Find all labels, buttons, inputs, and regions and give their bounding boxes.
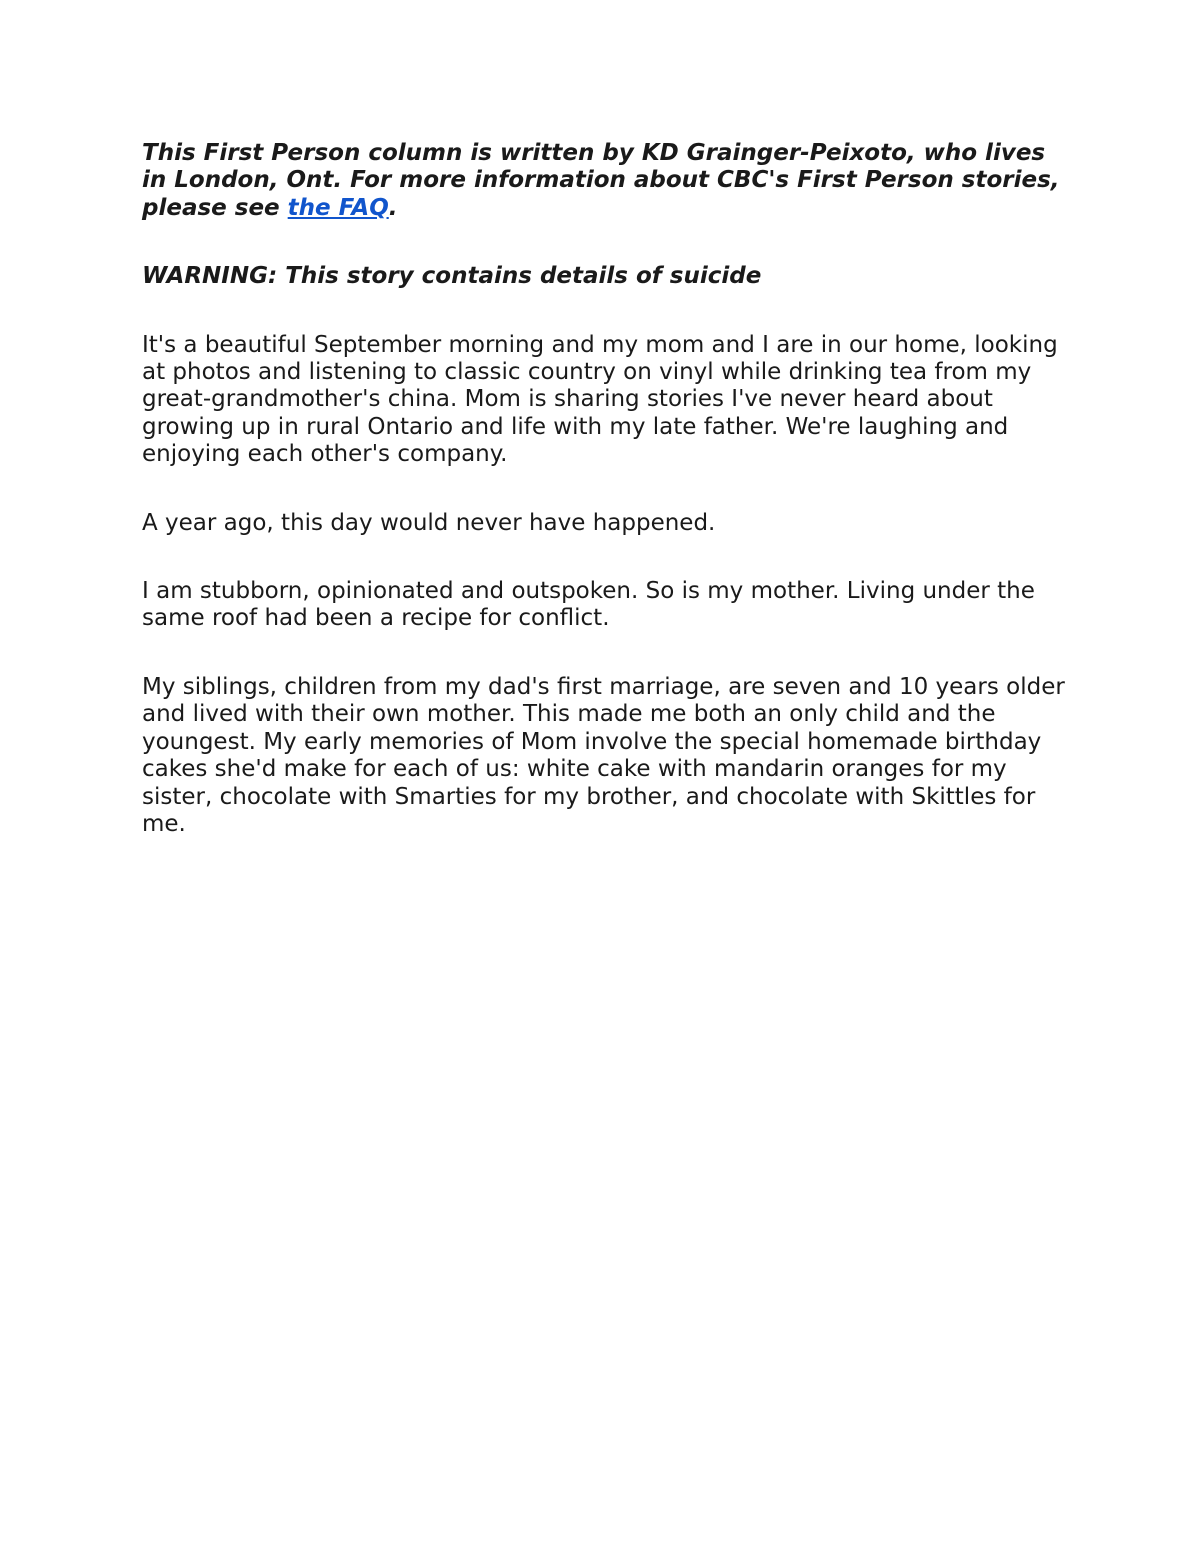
intro-text: This First Person column is written by KD Grainger-Peixoto, who lives in London, Ont. For more information about CBC's First Person stories, please see — [142, 140, 1060, 221]
document-page — [142, 140, 1072, 879]
body-paragraph: A year ago, this day would never have happened. — [142, 509, 716, 536]
intro-note — [142, 140, 1072, 222]
faq-link[interactable]: the FAQ — [287, 194, 389, 221]
body-paragraph: It's a beautiful September morning and my mom and I are in our home, looking at photos and listening to classic country on vinyl while drinking tea from my great-grandmother's china. Mom is sharing stories I've never heard about growing up in rural Ontario and life with my late father. We're laughing and enjoying each other's company. — [142, 331, 1058, 468]
intro-text-end: . — [388, 194, 398, 221]
body-paragraph: My siblings, children from my dad's first marriage, are seven and 10 years older and lived with their own mother. This made me both an only child and the youngest. My early memories of Mom involve the special homemade birthday cakes she'd make for each of us: white cake with mandarin oranges for my sister, chocolate with Smarties for my brother, and chocolate with Skittles for me. — [142, 673, 1065, 837]
content-warning: WARNING: This story contains details of suicide — [142, 263, 762, 290]
body-paragraph: I am stubborn, opinionated and outspoken. So is my mother. Living under the same roof had been a recipe for conflict. — [142, 578, 1035, 632]
